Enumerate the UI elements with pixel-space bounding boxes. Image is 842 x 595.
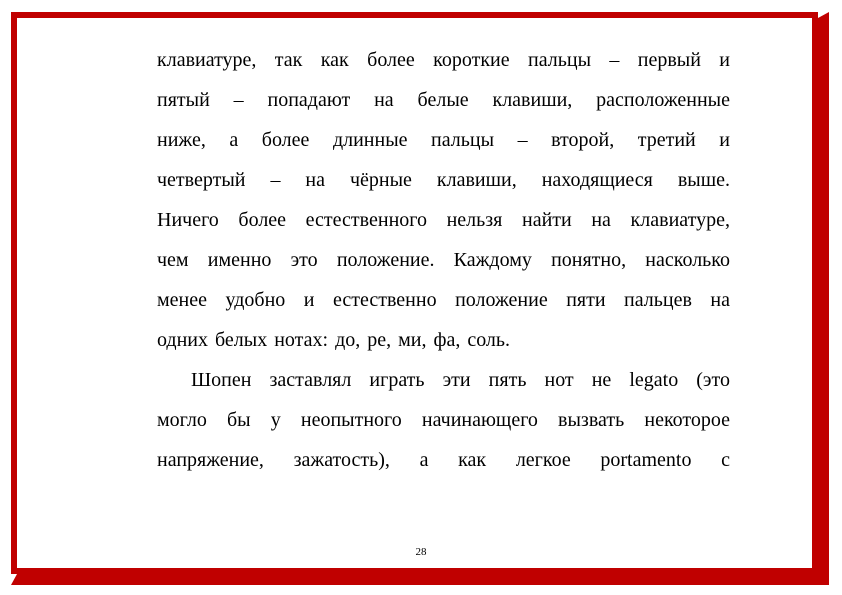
red-frame-shadow-right bbox=[818, 18, 829, 585]
page-number: 28 bbox=[415, 546, 427, 558]
text-line-5: Ничего более естественного нельзя найти на клавиатуре, bbox=[157, 209, 730, 231]
text-line-6: чем именно это положение. Каждому понятно, насколько bbox=[157, 249, 730, 271]
text-line-9: Шопен заставлял играть эти пять нот не legato (это bbox=[191, 369, 730, 391]
text-line-11: напряжение, зажатость), а как легкое portamento с bbox=[157, 449, 730, 471]
text-line-8: одних белых нотах: до, ре, ми, фа, соль. bbox=[157, 329, 511, 351]
text-line-7: менее удобно и естественно положение пяти пальцев на bbox=[157, 289, 730, 311]
red-frame-shadow-bottom bbox=[17, 574, 829, 585]
text-line-2: пятый – попадают на белые клавиши, расположенные bbox=[157, 89, 730, 111]
text-line-10: могло бы у неопытного начинающего вызвать некоторое bbox=[157, 409, 730, 431]
text-line-4: четвертый – на чёрные клавиши, находящиеся выше. bbox=[157, 169, 730, 191]
text-line-3: ниже, а более длинные пальцы – второй, третий и bbox=[157, 129, 730, 151]
body-text bbox=[157, 40, 730, 480]
red-frame-shadow-corner-top bbox=[818, 12, 829, 18]
red-frame-shadow-corner-left bbox=[11, 574, 17, 585]
text-line-1: клавиатуре, так как более короткие пальцы – первый и bbox=[157, 49, 730, 71]
